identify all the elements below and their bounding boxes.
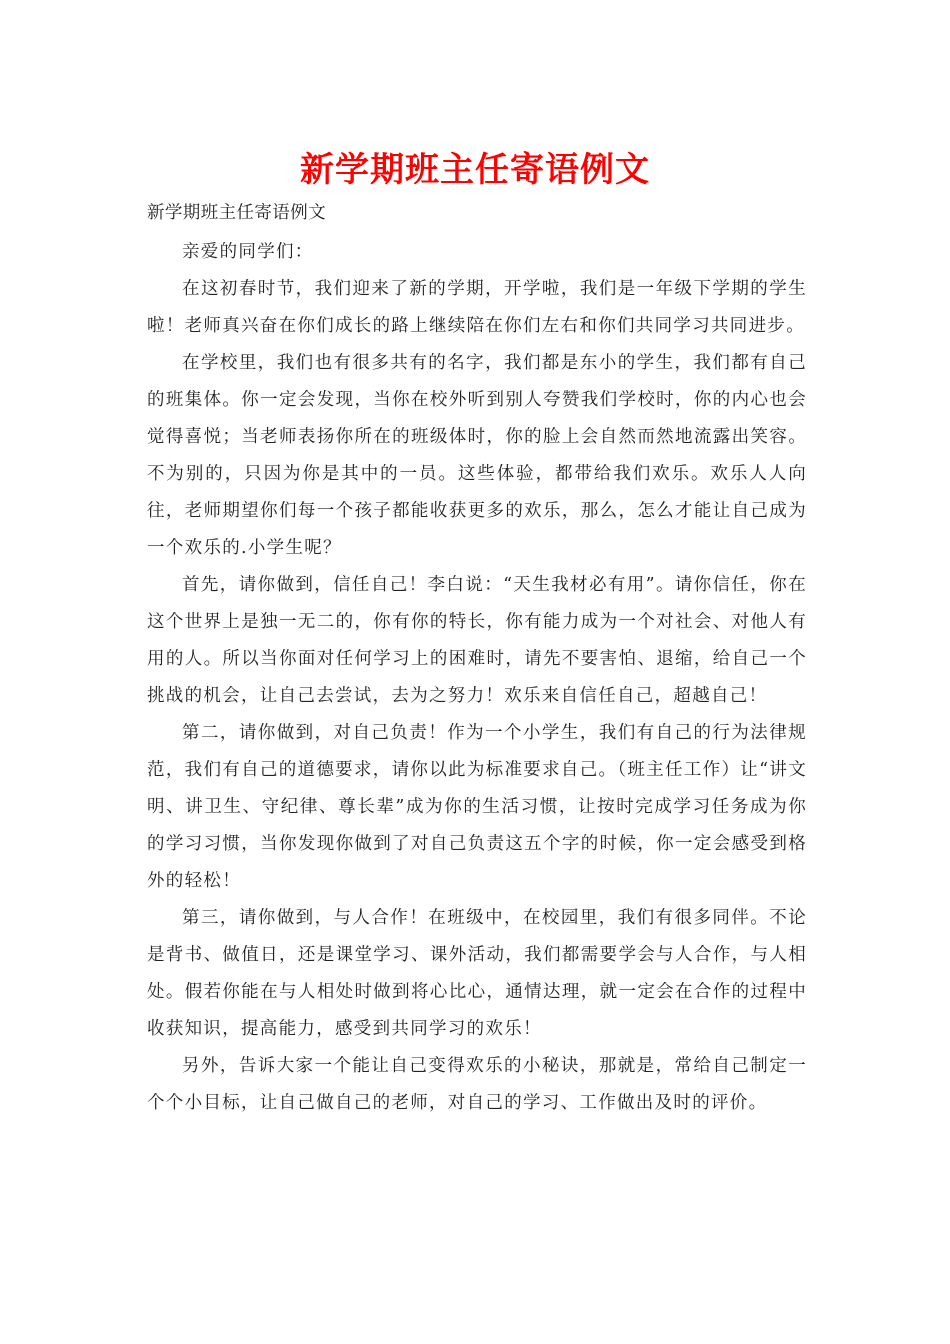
paragraph-intro: 在这初春时节，我们迎来了新的学期，开学啦，我们是一年级下学期的学生啦！老师真兴奋在你们成长的路上继续陪在你们左右和你们共同学习共同进步。 <box>147 279 807 336</box>
document-subtitle: 新学期班主任寄语例文 <box>147 203 326 223</box>
paragraph-second: 第二，请你做到，对自己负责！作为一个小学生，我们有自己的行为法律规范，我们有自己的道德要求，请你以此为标准要求自己。（班主任工作）让“讲文明、讲卫生、守纪律、尊长辈”成为你的生活习惯，让按时完成学习任务成为你的学习习惯，当你发现你做到了对自己负责这五个字的时候，你一定会感受到格外的轻松！ <box>147 723 807 891</box>
document-body <box>147 199 807 1122</box>
paragraph-tip: 另外，告诉大家一个能让自己变得欢乐的小秘诀，那就是，常给自己制定一个个小目标，让自己做自己的老师，对自己的学习、工作做出及时的评价。 <box>147 1056 807 1113</box>
greeting-line: 亲爱的同学们： <box>182 242 314 262</box>
paragraph-school: 在学校里，我们也有很多共有的名字，我们都是东小的学生，我们都有自己的班集体。你一定会发现，当你在校外听到别人夸赞我们学校时，你的内心也会觉得喜悦；当老师表扬你所在的班级体时，你的脸上会自然而然地流露出笑容。不为别的，只因为你是其中的一员。这些体验，都带给我们欢乐。欢乐人人向往，老师期望你们每一个孩子都能收获更多的欢乐，那么，怎么才能让自己成为一个欢乐的.小学生呢？ <box>147 353 807 558</box>
document-title: 新学期班主任寄语例文 <box>300 150 650 190</box>
paragraph-third: 第三，请你做到，与人合作！在班级中，在校园里，我们有很多同伴。不论是背书、做值日，还是课堂学习、课外活动，我们都需要学会与人合作，与人相处。假若你能在与人相处时做到将心比心，通情达理，就一定会在合作的过程中收获知识，提高能力，感受到共同学习的欢乐！ <box>147 908 807 1039</box>
paragraph-first: 首先，请你做到，信任自己！李白说：“天生我材必有用”。请你信任，你在这个世界上是独一无二的，你有你的特长，你有能力成为一个对社会、对他人有用的人。所以当你面对任何学习上的困难时，请先不要害怕、退缩，给自己一个挑战的机会，让自己去尝试，去为之努力！欢乐来自信任自己，超越自己！ <box>147 575 807 706</box>
